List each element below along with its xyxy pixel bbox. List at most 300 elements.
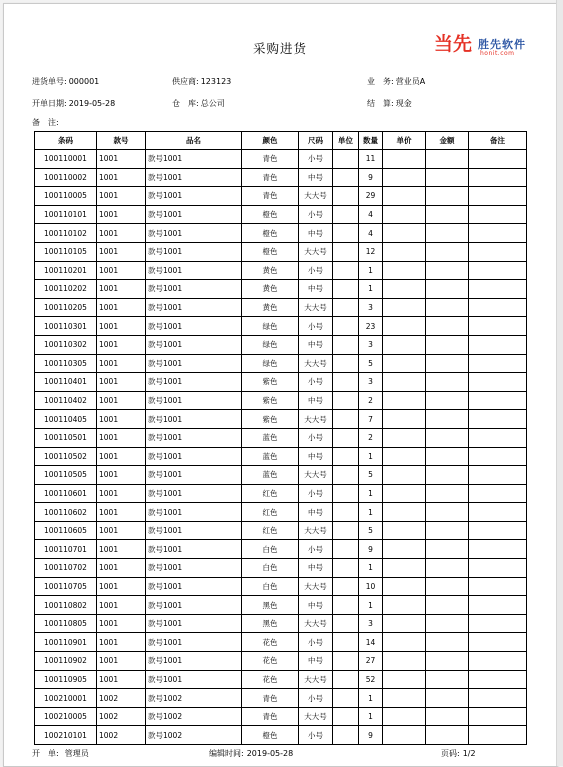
cell-style: 1001 bbox=[97, 521, 146, 540]
cell-price bbox=[383, 633, 426, 652]
cell-price bbox=[383, 559, 426, 578]
cell-size: 中号 bbox=[299, 503, 333, 522]
table-row bbox=[35, 707, 527, 726]
cell-price bbox=[383, 503, 426, 522]
col-amount: 金额 bbox=[426, 132, 469, 150]
cell-price bbox=[383, 707, 426, 726]
cell-note bbox=[469, 280, 527, 299]
cell-price bbox=[383, 596, 426, 615]
table-row bbox=[35, 373, 527, 392]
cell-color: 橙色 bbox=[242, 224, 299, 243]
cell-price bbox=[383, 150, 426, 169]
cell-size: 大大号 bbox=[299, 614, 333, 633]
logo-en-text: honit.com bbox=[480, 50, 515, 57]
cell-barcode: 100110805 bbox=[35, 614, 97, 633]
cell-amount bbox=[426, 205, 469, 224]
table-row bbox=[35, 689, 527, 708]
cell-qty: 9 bbox=[359, 540, 383, 559]
cell-note bbox=[469, 410, 527, 429]
col-unit: 单位 bbox=[333, 132, 359, 150]
cell-barcode: 100110202 bbox=[35, 280, 97, 299]
table-row bbox=[35, 540, 527, 559]
cell-barcode: 100110601 bbox=[35, 484, 97, 503]
cell-color: 花色 bbox=[242, 670, 299, 689]
table-row bbox=[35, 298, 527, 317]
table-row bbox=[35, 280, 527, 299]
cell-color: 紫色 bbox=[242, 410, 299, 429]
cell-qty: 1 bbox=[359, 280, 383, 299]
cell-qty: 1 bbox=[359, 596, 383, 615]
cell-unit bbox=[333, 298, 359, 317]
cell-note bbox=[469, 540, 527, 559]
table-row bbox=[35, 354, 527, 373]
cell-price bbox=[383, 373, 426, 392]
cell-color: 花色 bbox=[242, 652, 299, 671]
cell-size: 小号 bbox=[299, 726, 333, 745]
cell-style: 1001 bbox=[97, 577, 146, 596]
order-no-field bbox=[32, 76, 99, 87]
cell-unit bbox=[333, 503, 359, 522]
cell-qty: 52 bbox=[359, 670, 383, 689]
cell-unit bbox=[333, 335, 359, 354]
cell-amount bbox=[426, 428, 469, 447]
cell-barcode: 100110101 bbox=[35, 205, 97, 224]
cell-barcode: 100110802 bbox=[35, 596, 97, 615]
cell-name: 款号1001 bbox=[146, 242, 242, 261]
cell-barcode: 100110902 bbox=[35, 652, 97, 671]
cell-style: 1001 bbox=[97, 242, 146, 261]
cell-amount bbox=[426, 168, 469, 187]
cell-unit bbox=[333, 410, 359, 429]
cell-size: 小号 bbox=[299, 150, 333, 169]
cell-note bbox=[469, 447, 527, 466]
cell-amount bbox=[426, 242, 469, 261]
cell-note bbox=[469, 224, 527, 243]
cell-price bbox=[383, 484, 426, 503]
cell-name: 款号1001 bbox=[146, 280, 242, 299]
cell-qty: 3 bbox=[359, 335, 383, 354]
table-row bbox=[35, 391, 527, 410]
cell-qty: 4 bbox=[359, 205, 383, 224]
cell-amount bbox=[426, 484, 469, 503]
cell-qty: 3 bbox=[359, 298, 383, 317]
table-row bbox=[35, 205, 527, 224]
creator-label: 开 单: bbox=[32, 749, 59, 758]
cell-size: 小号 bbox=[299, 373, 333, 392]
cell-note bbox=[469, 484, 527, 503]
cell-qty: 3 bbox=[359, 373, 383, 392]
cell-color: 花色 bbox=[242, 633, 299, 652]
cell-name: 款号1002 bbox=[146, 726, 242, 745]
cell-style: 1001 bbox=[97, 428, 146, 447]
col-qty: 数量 bbox=[359, 132, 383, 150]
cell-barcode: 100110701 bbox=[35, 540, 97, 559]
cell-price bbox=[383, 577, 426, 596]
cell-name: 款号1001 bbox=[146, 670, 242, 689]
date-value: 2019-05-28 bbox=[68, 99, 116, 108]
cell-barcode: 100110105 bbox=[35, 242, 97, 261]
cell-note bbox=[469, 466, 527, 485]
cell-price bbox=[383, 521, 426, 540]
cell-style: 1001 bbox=[97, 503, 146, 522]
cell-unit bbox=[333, 150, 359, 169]
warehouse-value: 总公司 bbox=[200, 99, 225, 108]
cell-unit bbox=[333, 707, 359, 726]
settle-value: 现金 bbox=[395, 99, 412, 108]
cell-name: 款号1001 bbox=[146, 261, 242, 280]
cell-note bbox=[469, 150, 527, 169]
cell-style: 1001 bbox=[97, 205, 146, 224]
cell-name: 款号1001 bbox=[146, 652, 242, 671]
table-row bbox=[35, 466, 527, 485]
cell-style: 1001 bbox=[97, 187, 146, 206]
cell-qty: 29 bbox=[359, 187, 383, 206]
cell-name: 款号1002 bbox=[146, 707, 242, 726]
supplier-field bbox=[172, 76, 231, 87]
vertical-scrollbar[interactable] bbox=[556, 0, 563, 766]
cell-size: 小号 bbox=[299, 428, 333, 447]
cell-unit bbox=[333, 205, 359, 224]
cell-barcode: 100110301 bbox=[35, 317, 97, 336]
table-row bbox=[35, 484, 527, 503]
cell-note bbox=[469, 317, 527, 336]
cell-qty: 9 bbox=[359, 726, 383, 745]
col-note: 备注 bbox=[469, 132, 527, 150]
col-color: 颜色 bbox=[242, 132, 299, 150]
cell-barcode: 100110205 bbox=[35, 298, 97, 317]
table-row bbox=[35, 168, 527, 187]
cell-amount bbox=[426, 447, 469, 466]
cell-barcode: 100110602 bbox=[35, 503, 97, 522]
cell-unit bbox=[333, 577, 359, 596]
cell-size: 中号 bbox=[299, 447, 333, 466]
table-row bbox=[35, 317, 527, 336]
cell-amount bbox=[426, 391, 469, 410]
cell-name: 款号1001 bbox=[146, 187, 242, 206]
cell-qty: 3 bbox=[359, 614, 383, 633]
cell-size: 大大号 bbox=[299, 410, 333, 429]
table-row bbox=[35, 410, 527, 429]
page-number-field bbox=[441, 748, 476, 759]
cell-style: 1001 bbox=[97, 391, 146, 410]
logo-cn-text: 胜先软件 bbox=[478, 38, 526, 51]
cell-barcode: 100110505 bbox=[35, 466, 97, 485]
cell-color: 青色 bbox=[242, 707, 299, 726]
cell-size: 中号 bbox=[299, 280, 333, 299]
cell-price bbox=[383, 391, 426, 410]
cell-amount bbox=[426, 317, 469, 336]
cell-note bbox=[469, 335, 527, 354]
col-size: 尺码 bbox=[299, 132, 333, 150]
cell-color: 白色 bbox=[242, 540, 299, 559]
cell-name: 款号1001 bbox=[146, 633, 242, 652]
print-page bbox=[3, 3, 557, 767]
cell-barcode: 100110502 bbox=[35, 447, 97, 466]
settle-label: 结 算: bbox=[367, 99, 394, 108]
table-row bbox=[35, 428, 527, 447]
cell-style: 1002 bbox=[97, 726, 146, 745]
col-price: 单价 bbox=[383, 132, 426, 150]
cell-qty: 2 bbox=[359, 428, 383, 447]
cell-barcode: 100110501 bbox=[35, 428, 97, 447]
cell-name: 款号1001 bbox=[146, 335, 242, 354]
cell-color: 白色 bbox=[242, 559, 299, 578]
cell-unit bbox=[333, 354, 359, 373]
cell-size: 大大号 bbox=[299, 242, 333, 261]
table-body bbox=[35, 150, 527, 745]
salesman-label: 业 务: bbox=[367, 77, 394, 86]
cell-unit bbox=[333, 670, 359, 689]
date-label: 开单日期: bbox=[32, 99, 67, 108]
cell-color: 黄色 bbox=[242, 298, 299, 317]
cell-note bbox=[469, 707, 527, 726]
cell-color: 紫色 bbox=[242, 391, 299, 410]
table-row bbox=[35, 224, 527, 243]
items-table bbox=[34, 131, 527, 745]
cell-size: 中号 bbox=[299, 559, 333, 578]
table-row bbox=[35, 503, 527, 522]
cell-price bbox=[383, 317, 426, 336]
cell-barcode: 100110005 bbox=[35, 187, 97, 206]
cell-style: 1001 bbox=[97, 670, 146, 689]
cell-amount bbox=[426, 577, 469, 596]
cell-style: 1001 bbox=[97, 261, 146, 280]
cell-qty: 1 bbox=[359, 261, 383, 280]
cell-unit bbox=[333, 187, 359, 206]
cell-unit bbox=[333, 559, 359, 578]
cell-name: 款号1001 bbox=[146, 410, 242, 429]
cell-style: 1001 bbox=[97, 168, 146, 187]
print-time-label: 编辑时间: bbox=[209, 749, 244, 758]
cell-unit bbox=[333, 466, 359, 485]
cell-qty: 11 bbox=[359, 150, 383, 169]
cell-name: 款号1001 bbox=[146, 373, 242, 392]
cell-note bbox=[469, 242, 527, 261]
cell-price bbox=[383, 205, 426, 224]
cell-price bbox=[383, 652, 426, 671]
cell-amount bbox=[426, 503, 469, 522]
cell-qty: 1 bbox=[359, 559, 383, 578]
cell-barcode: 100110002 bbox=[35, 168, 97, 187]
cell-price bbox=[383, 298, 426, 317]
cell-qty: 5 bbox=[359, 354, 383, 373]
cell-note bbox=[469, 633, 527, 652]
cell-style: 1001 bbox=[97, 596, 146, 615]
cell-price bbox=[383, 447, 426, 466]
cell-qty: 14 bbox=[359, 633, 383, 652]
cell-price bbox=[383, 466, 426, 485]
cell-qty: 7 bbox=[359, 410, 383, 429]
cell-note bbox=[469, 261, 527, 280]
cell-amount bbox=[426, 335, 469, 354]
cell-color: 红色 bbox=[242, 484, 299, 503]
cell-size: 中号 bbox=[299, 652, 333, 671]
cell-size: 大大号 bbox=[299, 707, 333, 726]
cell-price bbox=[383, 168, 426, 187]
cell-unit bbox=[333, 633, 359, 652]
cell-barcode: 100210005 bbox=[35, 707, 97, 726]
cell-amount bbox=[426, 466, 469, 485]
cell-color: 蓝色 bbox=[242, 428, 299, 447]
cell-style: 1001 bbox=[97, 652, 146, 671]
cell-barcode: 100110905 bbox=[35, 670, 97, 689]
cell-color: 橙色 bbox=[242, 205, 299, 224]
cell-name: 款号1001 bbox=[146, 484, 242, 503]
cell-color: 绿色 bbox=[242, 354, 299, 373]
cell-amount bbox=[426, 652, 469, 671]
cell-note bbox=[469, 559, 527, 578]
cell-color: 青色 bbox=[242, 150, 299, 169]
cell-qty: 12 bbox=[359, 242, 383, 261]
cell-qty: 1 bbox=[359, 484, 383, 503]
cell-style: 1001 bbox=[97, 317, 146, 336]
cell-note bbox=[469, 428, 527, 447]
cell-size: 中号 bbox=[299, 391, 333, 410]
cell-amount bbox=[426, 726, 469, 745]
col-name: 品名 bbox=[146, 132, 242, 150]
cell-size: 大大号 bbox=[299, 466, 333, 485]
table-row bbox=[35, 261, 527, 280]
cell-style: 1002 bbox=[97, 707, 146, 726]
cell-color: 蓝色 bbox=[242, 447, 299, 466]
cell-unit bbox=[333, 484, 359, 503]
cell-barcode: 100110201 bbox=[35, 261, 97, 280]
cell-style: 1001 bbox=[97, 466, 146, 485]
cell-color: 黄色 bbox=[242, 280, 299, 299]
cell-color: 红色 bbox=[242, 503, 299, 522]
cell-unit bbox=[333, 373, 359, 392]
cell-name: 款号1001 bbox=[146, 354, 242, 373]
table-row bbox=[35, 559, 527, 578]
cell-style: 1001 bbox=[97, 559, 146, 578]
date-field bbox=[32, 98, 115, 109]
cell-style: 1001 bbox=[97, 150, 146, 169]
cell-price bbox=[383, 726, 426, 745]
cell-size: 大大号 bbox=[299, 577, 333, 596]
cell-note bbox=[469, 503, 527, 522]
logo-brand: 当先 bbox=[434, 33, 473, 55]
cell-size: 小号 bbox=[299, 317, 333, 336]
cell-name: 款号1001 bbox=[146, 540, 242, 559]
cell-amount bbox=[426, 559, 469, 578]
cell-qty: 5 bbox=[359, 466, 383, 485]
cell-price bbox=[383, 187, 426, 206]
cell-size: 大大号 bbox=[299, 670, 333, 689]
warehouse-label: 仓 库: bbox=[172, 99, 199, 108]
cell-amount bbox=[426, 261, 469, 280]
table-row bbox=[35, 577, 527, 596]
cell-barcode: 100110102 bbox=[35, 224, 97, 243]
document-title: 采购进货 bbox=[252, 41, 307, 56]
cell-style: 1001 bbox=[97, 614, 146, 633]
cell-unit bbox=[333, 168, 359, 187]
cell-amount bbox=[426, 150, 469, 169]
warehouse-field bbox=[172, 98, 225, 109]
cell-amount bbox=[426, 707, 469, 726]
cell-price bbox=[383, 335, 426, 354]
cell-amount bbox=[426, 670, 469, 689]
col-barcode: 条码 bbox=[35, 132, 97, 150]
cell-name: 款号1001 bbox=[146, 503, 242, 522]
cell-unit bbox=[333, 428, 359, 447]
cell-barcode: 100110405 bbox=[35, 410, 97, 429]
table-row bbox=[35, 447, 527, 466]
table-row bbox=[35, 187, 527, 206]
cell-name: 款号1001 bbox=[146, 596, 242, 615]
cell-size: 小号 bbox=[299, 261, 333, 280]
company-logo bbox=[434, 34, 544, 58]
cell-price bbox=[383, 261, 426, 280]
cell-color: 青色 bbox=[242, 168, 299, 187]
cell-amount bbox=[426, 280, 469, 299]
cell-amount bbox=[426, 633, 469, 652]
cell-barcode: 100110605 bbox=[35, 521, 97, 540]
cell-color: 绿色 bbox=[242, 317, 299, 336]
cell-barcode: 100210001 bbox=[35, 689, 97, 708]
settle-field bbox=[367, 98, 412, 109]
cell-color: 橙色 bbox=[242, 726, 299, 745]
cell-size: 大大号 bbox=[299, 187, 333, 206]
cell-barcode: 100110402 bbox=[35, 391, 97, 410]
creator-value: 管理员 bbox=[64, 749, 89, 758]
table-row bbox=[35, 335, 527, 354]
cell-qty: 1 bbox=[359, 689, 383, 708]
supplier-value: 123123 bbox=[200, 77, 232, 86]
cell-size: 中号 bbox=[299, 596, 333, 615]
print-time-value: 2019-05-28 bbox=[246, 749, 294, 758]
cell-color: 青色 bbox=[242, 689, 299, 708]
cell-barcode: 100210101 bbox=[35, 726, 97, 745]
cell-unit bbox=[333, 280, 359, 299]
cell-unit bbox=[333, 726, 359, 745]
cell-size: 大大号 bbox=[299, 521, 333, 540]
cell-price bbox=[383, 242, 426, 261]
cell-style: 1001 bbox=[97, 298, 146, 317]
cell-style: 1001 bbox=[97, 540, 146, 559]
remark-label: 备 注: bbox=[32, 118, 59, 127]
cell-barcode: 100110401 bbox=[35, 373, 97, 392]
cell-style: 1001 bbox=[97, 335, 146, 354]
cell-note bbox=[469, 298, 527, 317]
cell-qty: 2 bbox=[359, 391, 383, 410]
cell-name: 款号1001 bbox=[146, 168, 242, 187]
cell-name: 款号1001 bbox=[146, 559, 242, 578]
cell-qty: 10 bbox=[359, 577, 383, 596]
creator-field bbox=[32, 748, 89, 759]
table-row bbox=[35, 670, 527, 689]
table-row bbox=[35, 242, 527, 261]
cell-unit bbox=[333, 242, 359, 261]
cell-name: 款号1001 bbox=[146, 447, 242, 466]
cell-amount bbox=[426, 689, 469, 708]
cell-color: 红色 bbox=[242, 521, 299, 540]
cell-amount bbox=[426, 540, 469, 559]
cell-style: 1001 bbox=[97, 484, 146, 503]
cell-style: 1001 bbox=[97, 224, 146, 243]
cell-size: 小号 bbox=[299, 689, 333, 708]
cell-qty: 1 bbox=[359, 707, 383, 726]
cell-color: 白色 bbox=[242, 577, 299, 596]
cell-amount bbox=[426, 614, 469, 633]
supplier-label: 供应商: bbox=[172, 77, 199, 86]
cell-style: 1001 bbox=[97, 280, 146, 299]
table-row bbox=[35, 726, 527, 745]
cell-note bbox=[469, 391, 527, 410]
cell-size: 小号 bbox=[299, 633, 333, 652]
cell-size: 大大号 bbox=[299, 354, 333, 373]
cell-color: 紫色 bbox=[242, 373, 299, 392]
cell-size: 小号 bbox=[299, 205, 333, 224]
